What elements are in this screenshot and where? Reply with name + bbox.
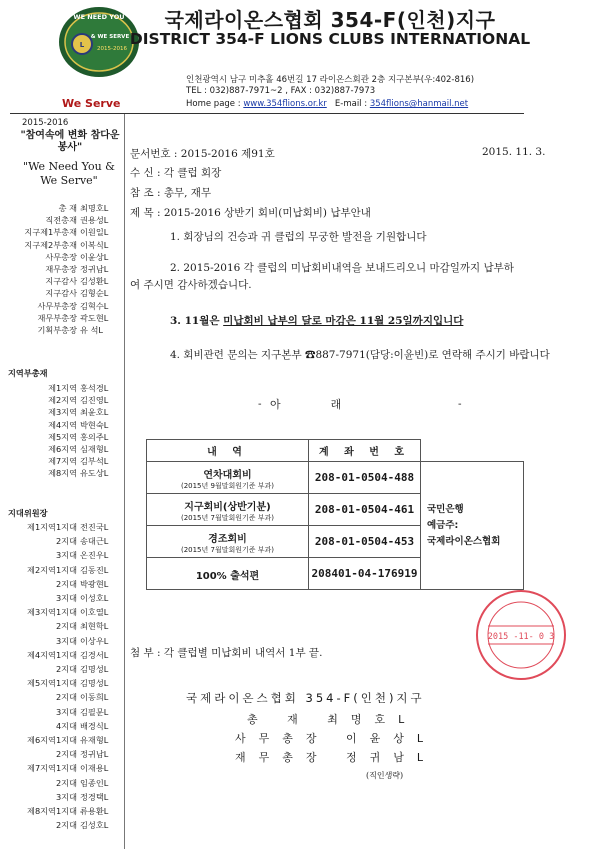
account-number: 208-01-0504-461: [309, 494, 421, 526]
address-line: 인천광역시 남구 미추홀 46번길 17 라이온스회관 2층 지구본부(우:402-816): [186, 75, 475, 85]
sidebar-name: 이윤상L: [80, 251, 109, 262]
sidebar-role: 사무총장: [45, 251, 77, 262]
sidebar-row: [0, 621, 122, 632]
logo-text-mid: & WE SERVE: [90, 34, 130, 40]
sidebar-name: 유재형L: [80, 735, 109, 745]
sidebar-row: [0, 383, 122, 394]
account-number: 208-01-0504-453: [309, 526, 421, 558]
sidebar-row: [0, 252, 122, 263]
received-stamp: [474, 588, 568, 682]
footer-governor: 총 재 최명호L: [247, 713, 418, 726]
sidebar-name: 김혁수L: [80, 300, 109, 311]
sidebar-name: 이성호L: [80, 593, 109, 603]
sidebar-slogan-korean: "참여속에 변화 참다운 봉사": [20, 130, 120, 153]
sidebar-row: [0, 664, 122, 675]
email-link[interactable]: 354flions@hanmail.net: [369, 99, 469, 109]
sidebar-role: 사무부총장: [37, 300, 77, 311]
item-note: (2015년 7월말회원기준 부과): [180, 514, 275, 522]
arae-dash-left: -: [258, 398, 262, 410]
sidebar-name: 이상우L: [80, 635, 109, 646]
arae-dash-right: -: [458, 398, 462, 410]
sidebar-row: [0, 395, 122, 406]
sidebar-name: 배경식L: [80, 720, 109, 731]
subject-line: 제 목 : 2015-2016 상반기 회비(미납회비) 납부안내: [130, 207, 371, 219]
sidebar-role: 제3지역: [48, 407, 77, 418]
item-name: 지구회비(상반기분): [184, 502, 271, 513]
sidebar-row: [0, 522, 122, 533]
sidebar-row: [0, 735, 122, 746]
sidebar-name: 권용성L: [80, 215, 109, 226]
sidebar-role: 제8지역1지대: [27, 806, 77, 816]
sidebar-name: 김부석L: [80, 456, 109, 467]
sidebar-role: 제7지역: [48, 456, 77, 467]
sidebar-role: 2지대: [55, 621, 77, 632]
item-name: 연차대회비: [203, 470, 252, 481]
footer-secretary: 사무총장 이윤상L: [235, 732, 437, 745]
seal-omitted-note: (직인생략): [366, 771, 404, 780]
sidebar-name: 최명호L: [80, 203, 109, 213]
sidebar-name: 홍의주L: [80, 431, 109, 442]
home-label: Home page :: [186, 99, 244, 109]
sidebar-row: [0, 806, 122, 817]
sidebar-name: 최현학L: [80, 621, 109, 632]
sidebar-role: 3지대: [55, 706, 77, 717]
sidebar-row: [0, 456, 122, 467]
sidebar-row: [0, 407, 122, 418]
item-name: 경조회비: [208, 534, 247, 545]
sidebar-role: 3지대: [55, 791, 77, 802]
account-number: 208401-04-176919: [309, 558, 421, 590]
paragraph-3-prefix: 3. 11월은: [170, 315, 224, 327]
sidebar-name: 박현숙L: [80, 419, 109, 430]
sidebar-role: 2지대: [55, 578, 77, 589]
region-heading: 지역부총재: [8, 368, 48, 378]
sidebar-name: 김진영L: [80, 395, 109, 406]
sidebar-role: 2지대: [55, 820, 77, 831]
logo-text-top: WE NEED YOU: [73, 13, 125, 21]
sidebar-name: 심재형L: [80, 444, 109, 454]
sidebar-role: 2지대: [55, 749, 77, 760]
home-link[interactable]: www.354flions.or.kr: [243, 99, 327, 109]
sidebar-name: 임종인L: [80, 777, 109, 788]
logo-year: 2015-2016: [97, 46, 127, 52]
sidebar-row: [0, 276, 122, 287]
sidebar-role: 재무총장: [45, 264, 77, 274]
sidebar-role: 지구제1부총재: [24, 227, 77, 238]
sidebar-row: [0, 749, 122, 760]
sidebar-row: [0, 264, 122, 275]
sidebar-row: [0, 444, 122, 455]
item-note: (2015년 9월말회원기준 부과): [180, 482, 275, 490]
sidebar-name: 홍석경L: [80, 383, 109, 393]
title-english: DISTRICT 354-F LIONS CLUBS INTERNATIONAL: [129, 30, 531, 48]
sidebar-name: 이복식L: [80, 239, 109, 250]
sidebar-role: 제1지역1지대: [27, 522, 77, 532]
sidebar-row: [0, 203, 122, 214]
svg-text:L: L: [79, 41, 85, 49]
sidebar-row: [0, 313, 122, 324]
sidebar-role: 제5지역1지대: [27, 678, 77, 689]
paragraph-2b: 여 주시면 감사하겠습니다.: [130, 279, 252, 291]
header-empty: [421, 440, 524, 462]
sidebar-row: [0, 468, 122, 479]
paragraph-2a: 2. 2015-2016 각 클럽의 미납회비내역을 보내드리오니 마감일까지 납부하: [170, 262, 514, 274]
attachment-line: 첨 부 : 각 클럽별 미납회비 내역서 1부 끝.: [130, 647, 323, 659]
sidebar-slogan-english: "We Need You & We Serve": [23, 160, 115, 187]
sidebar-row: [0, 792, 122, 803]
sidebar-year: 2015-2016: [22, 118, 69, 128]
tel-fax-line: TEL : 032)887-7971~2 , FAX : 032)887-7973: [186, 86, 376, 96]
sidebar-row: [0, 215, 122, 226]
arae-heading: 아래: [270, 398, 392, 411]
sidebar-row: [0, 593, 122, 604]
sidebar-row: [0, 692, 122, 703]
sidebar-row: [0, 650, 122, 661]
sidebar-role: 3지대: [55, 635, 77, 646]
email-label: E-mail :: [334, 99, 370, 109]
header-item: 내 역: [147, 440, 309, 462]
sidebar-row: [0, 721, 122, 732]
recipient-line: 수 신 : 각 클럽 회장: [130, 167, 222, 179]
paragraph-3-emphasis: 미납회비 납부의 달로 마감은 11월 25일까지입니다: [223, 315, 464, 327]
sidebar-role: 재무부총장: [37, 312, 77, 323]
sidebar-role: 제4지역1지대: [27, 649, 77, 660]
sidebar-row: [0, 240, 122, 251]
sidebar-role: 기획부총장: [37, 325, 77, 335]
sidebar-name: 이재용L: [80, 763, 109, 774]
table-row: [147, 462, 524, 494]
sidebar-name: 김형순L: [80, 288, 109, 299]
item-name: 100% 출석편: [195, 571, 260, 582]
sidebar-row: [0, 579, 122, 590]
sidebar-name: 유도상L: [80, 468, 109, 479]
sidebar-role: 제3지역1지대: [27, 607, 77, 618]
sidebar-row: [0, 536, 122, 547]
sidebar-row: [0, 227, 122, 238]
account-table: [146, 439, 524, 590]
sidebar-role: 2지대: [55, 536, 77, 547]
sidebar-name: 김동진L: [80, 564, 109, 575]
sidebar-name: 곽도현L: [80, 312, 109, 323]
sidebar-role: 제4지역: [48, 419, 77, 430]
sidebar-name: 김성호L: [80, 820, 109, 831]
sidebar-row: [0, 432, 122, 443]
sidebar-role: 2지대: [55, 692, 77, 703]
sidebar-role: 2지대: [55, 777, 77, 788]
sidebar-role: 제1지역: [48, 383, 77, 393]
sidebar-role: 총 재: [58, 203, 77, 213]
paragraph-4: 4. 회비관련 문의는 지구본부 ☎887-7971(담당:이윤빈)로 연락해 주시기 바랍니다: [170, 349, 550, 361]
document-number: 문서번호 : 2015-2016 제91호: [130, 148, 275, 160]
sidebar-row: [0, 565, 122, 576]
bank-info: [421, 462, 524, 590]
sidebar-name: 김경서L: [80, 649, 109, 660]
sidebar-row: [0, 288, 122, 299]
sidebar-name: 이호열L: [80, 607, 109, 618]
stamp-date: 2015 -11- 0 3: [487, 632, 555, 642]
sidebar-name: 정귀남L: [80, 749, 109, 760]
sidebar-name: 김명성L: [80, 664, 109, 674]
header-account: 계 좌 번 호: [309, 440, 421, 462]
sidebar-role: 제6지역1지대: [27, 735, 77, 745]
sidebar-role: 지구감사: [45, 276, 77, 287]
sidebar-name: 온진우L: [80, 550, 109, 561]
sidebar-row: [0, 820, 122, 831]
sidebar-role: 제2지역: [48, 395, 77, 406]
we-serve-text: We Serve: [62, 97, 121, 110]
sidebar-row: [0, 325, 122, 336]
sidebar-name: 이동희L: [80, 692, 109, 703]
sidebar-role: 제2지역1지대: [27, 564, 77, 575]
sidebar-name: 유 석L: [80, 325, 103, 335]
sidebar-row: [0, 707, 122, 718]
table-header-row: [147, 440, 524, 462]
depositor-label: 예금주:: [427, 519, 459, 531]
sidebar-name: 전진국L: [80, 522, 109, 532]
footer-organization: 국제라이온스협회 354-F(인천)지구: [186, 691, 425, 705]
depositor-name: 국제라이온스협회: [427, 535, 501, 547]
sidebar-row: [0, 550, 122, 561]
sidebar-row: [0, 420, 122, 431]
footer-treasurer: 재무총장 정귀남L: [235, 751, 437, 764]
sidebar-name: 김명성L: [80, 678, 109, 689]
sidebar-name: 김성환L: [80, 276, 109, 287]
sidebar-role: 3지대: [55, 593, 77, 603]
sidebar-role: 제7지역1지대: [27, 763, 77, 774]
web-email-line: [186, 99, 468, 109]
sidebar-role: 4지대: [55, 720, 77, 731]
document-date: 2015. 11. 3.: [482, 146, 546, 158]
sidebar-role: 제6지역: [48, 444, 77, 454]
sidebar-role: 3지대: [55, 550, 77, 561]
item-note: (2015년 7월말회원기준 부과): [180, 546, 275, 554]
sidebar-role: 직전총재: [45, 215, 77, 226]
sidebar-role: 지구감사: [45, 288, 77, 299]
sidebar-name: 송대근L: [80, 536, 109, 547]
sidebar-name: 류용환L: [80, 806, 109, 816]
sidebar-row: [0, 607, 122, 618]
sidebar-row: [0, 678, 122, 689]
sidebar-row: [0, 778, 122, 789]
sidebar-name: 최윤호L: [80, 407, 109, 418]
sidebar-name: 정경택L: [80, 791, 109, 802]
title-korean: 국제라이온스협회 354-F(인천)지구: [164, 8, 496, 32]
paragraph-3: [170, 313, 463, 328]
sidebar-name: 김필문L: [80, 706, 109, 717]
paragraph-1: 1. 회장님의 건승과 귀 클럽의 무궁한 발전을 기원합니다: [170, 231, 427, 243]
sidebar-role: 2지대: [55, 664, 77, 674]
sidebar-name: 이원일L: [80, 227, 109, 238]
bank-name: 국민은행: [427, 503, 464, 515]
account-number: 208-01-0504-488: [309, 462, 421, 494]
sidebar-name: 박광현L: [80, 578, 109, 589]
sidebar-name: 정귀남L: [80, 264, 109, 274]
sidebar-row: [0, 301, 122, 312]
sidebar-row: [0, 636, 122, 647]
sidebar-role: 제5지역: [48, 431, 77, 442]
zone-heading: 지대위원장: [8, 508, 48, 518]
sidebar-role: 지구제2부총재: [24, 239, 77, 250]
reference-line: 참 조 : 총무, 재무: [130, 187, 212, 199]
sidebar-role: 제8지역: [48, 468, 77, 479]
sidebar-row: [0, 763, 122, 774]
